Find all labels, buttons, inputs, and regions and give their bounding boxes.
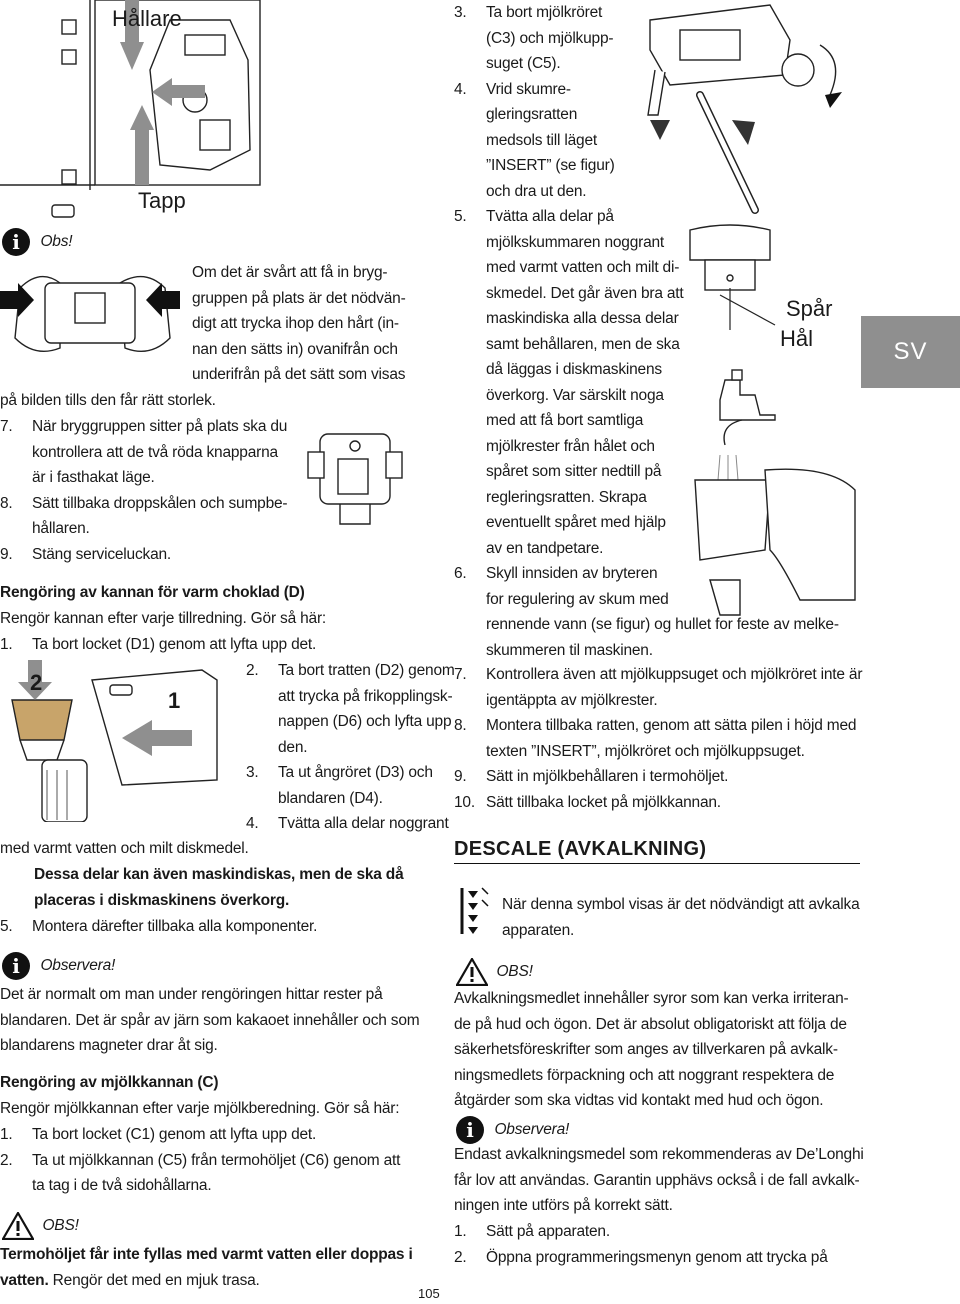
list-item: 2. Öppna programmeringsmenyn genom att trycka på (454, 1248, 828, 1266)
list-item-cont: rennende vann (se figur) og hullet for feste av melke- (486, 616, 839, 633)
obs-title: Obs! (40, 233, 73, 251)
milk-steps (0, 1122, 400, 1199)
text-line: Endast avkalkningsmedel som rekommenderas av De’Longhi (454, 1146, 864, 1163)
list-item-cont: ta tag i de två sidohållarna. (32, 1177, 212, 1194)
list-item: 7. Kontrollera även att mjölkuppsuget och mjölkröret inte är (454, 666, 863, 683)
label-hal: Hål (780, 326, 814, 351)
descale-steps (454, 1219, 828, 1270)
obs-line: underifrån på det sätt som visas (192, 366, 406, 383)
list-item: 2. Ta bort tratten (D2) genom (246, 662, 455, 679)
observera-title-right: Observera! (494, 1121, 570, 1139)
choc-section-title: Rengöring av kannan för varm choklad (D) (0, 584, 305, 601)
list-item-cont: mjölkskummaren noggrant (486, 233, 665, 251)
list-item: 7. När bryggruppen sitter på plats ska du (0, 418, 288, 435)
choc-step4-cont: med varmt vatten och milt diskmedel. (0, 840, 249, 857)
text-line: När denna symbol visas är det nödvändigt att avkalka (502, 896, 860, 913)
page-number: 105 (418, 1286, 440, 1301)
list-item: 9. Stäng serviceluckan. (0, 545, 172, 563)
list-item-cont: texten ”INSERT”, mjölkröret och mjölkuppsuget. (486, 742, 805, 760)
list-item-cont: spåret som sitter nedtill på (486, 463, 662, 480)
list-item: 6. Skyll innsiden av bryteren (454, 565, 658, 582)
choc-step-1: 1. Ta bort locket (D1) genom att lyfta upp det. (0, 636, 317, 653)
list-item: 9. Sätt in mjölkbehållaren i termohöljet. (454, 768, 729, 785)
list-item: 3. Ta ut ångröret (D3) och (246, 764, 433, 781)
obs-warning-header-right (456, 958, 533, 986)
bold-word: vatten. (0, 1271, 49, 1289)
list-item-cont: suget (C5). (486, 55, 561, 72)
bold-line: Termohöljet får inte fyllas med varmt vatten eller doppas i (0, 1246, 413, 1263)
list-item: 2. Ta ut mjölkkannan (C5) från termohöljet (C6) genom att (0, 1151, 401, 1169)
list-item-cont: skmedel. Det går även bra att (486, 284, 684, 302)
choc-bold-note (34, 862, 404, 913)
text-line: säkerhetsföreskrifter som anges av tillverkaren på avkalk- (454, 1041, 838, 1058)
text-line: apparaten. (502, 921, 575, 939)
observera-header-right (456, 1116, 569, 1144)
obs-line: gruppen på plats är det nödvän- (192, 289, 406, 307)
list-item: 10. Sätt tillbaka locket på mjölkkannan. (454, 793, 721, 811)
choc-steps-right (246, 658, 455, 837)
text-line: åtgärder som ska vidtas vid kontakt med hud och ögon. (454, 1092, 824, 1109)
observera-text-right (454, 1142, 864, 1219)
text-line: de på hud och ögon. Det är absolut obligatoriskt att följa de (454, 1015, 847, 1033)
list-item-cont: överkorg. Var särskilt noga (486, 386, 664, 404)
list-item: 1. Ta bort locket (C1) genom att lyfta upp det. (0, 1126, 317, 1143)
list-item: 5. Tvätta alla delar på (454, 208, 614, 225)
obs-text-right (454, 986, 849, 1114)
text-line: blandaren. Det är spår av järn som kakaoet innehåller och som (0, 1011, 420, 1029)
list-item-cont: maskindiska alla dessa delar (486, 310, 679, 327)
list-item-cont: med att få bort samtliga (486, 412, 644, 429)
list-item-cont: hållaren. (32, 520, 90, 537)
info-icon: i (2, 952, 30, 980)
text-line: Avkalkningsmedlet innehåller syror som kan verka irriteran- (454, 990, 849, 1007)
obs-line-last: på bilden tills den får rätt storlek. (0, 392, 216, 409)
list-item-cont: och dra ut den. (486, 182, 587, 200)
list-item: 8. Sätt tillbaka droppskålen och sumpbe- (0, 494, 288, 512)
red-buttons-illustration (300, 424, 410, 534)
observera-text-left (0, 982, 419, 1059)
label-spar: Spår (786, 296, 833, 321)
list-item-cont: samt behållaren, men de ska (486, 335, 680, 353)
list-item-cont: skummeren til maskinen. (486, 641, 653, 659)
text-line: blandarens magneter drar åt sig. (0, 1037, 218, 1054)
list-item-cont: att trycka på frikopplingsk- (278, 687, 453, 705)
list-item-cont: den. (278, 738, 308, 756)
descale-symbol-icon (460, 886, 490, 936)
list-item-cont: for regulering av skum med (486, 590, 669, 608)
list-item: 3. Ta bort mjölkröret (454, 4, 603, 21)
warning-icon (456, 958, 488, 986)
descale-heading: DESCALE (AVKALKNING) (454, 838, 860, 864)
steps-7-9 (0, 414, 287, 567)
right-steps-3-4 (454, 0, 615, 204)
obs-text (192, 260, 406, 388)
list-item-cont: av en tandpetare. (486, 539, 604, 557)
list-item-cont: (C3) och mjölkupp- (486, 29, 614, 47)
fig-label-1: 1 (168, 688, 181, 713)
info-icon: i (2, 228, 30, 256)
list-item-cont: då läggas i diskmaskinens (486, 361, 662, 378)
list-item-cont: medsols till läget (486, 131, 597, 149)
text-line: ningsmedlets förpackning och att noggrant respektera de (454, 1066, 835, 1084)
label-tapp: Tapp (138, 188, 186, 213)
list-item-cont: eventuellt spåret med hjälp (486, 514, 666, 531)
milk-section-title: Rengöring av mjölkkannan (C) (0, 1074, 219, 1091)
list-item-cont: regleringsratten. Skrapa (486, 488, 647, 506)
bold-line: placeras i diskmaskinens överkorg. (34, 891, 290, 909)
list-item-cont: gleringsratten (486, 106, 578, 123)
observera-header-left (2, 952, 115, 980)
list-item-cont: nappen (D6) och lyfta upp (278, 713, 452, 730)
obs-warning-title: OBS! (42, 1217, 79, 1235)
milk-intro: Rengör mjölkkannan efter varje mjölkberedning. Gör så här: (0, 1100, 400, 1117)
choc-step-5: 5. Montera därefter tillbaka alla komponenter. (0, 918, 318, 935)
list-item: 8. Montera tillbaka ratten, genom att sätta pilen i höjd med (454, 717, 857, 734)
list-item-cont: blandaren (D4). (278, 789, 383, 807)
info-icon: i (456, 1116, 484, 1144)
fig-label-2: 2 (30, 670, 43, 695)
list-item-cont: är i fasthakat läge. (32, 469, 155, 486)
text-line: får lov att användas. Garantin upphävs också i de fall avkalk- (454, 1171, 860, 1189)
list-item-cont: ”INSERT” (se figur) (486, 157, 615, 174)
text-line: Det är normalt om man under rengöringen hittar rester på (0, 986, 383, 1003)
right-steps-7-10 (454, 662, 862, 815)
obs-line: digt att trycka ihop den hårt (in- (192, 315, 399, 332)
text-rest: Rengör det med en mjuk trasa. (48, 1271, 260, 1289)
obs-title-right: OBS! (496, 963, 533, 981)
obs-line: nan den sätts in) ovanifrån och (192, 340, 398, 358)
obs-note-header (2, 228, 72, 256)
list-item: 1. Sätt på apparaten. (454, 1223, 610, 1240)
knob-rinsing-illustration (680, 220, 860, 620)
obs-warning-text (0, 1242, 413, 1293)
frother-disassembly-illustration (620, 0, 860, 220)
warning-icon (2, 1212, 34, 1240)
obs-line: Om det är svårt att få in bryg- (192, 264, 388, 281)
list-item-cont: igentäppta av mjölkrester. (486, 691, 658, 709)
descale-symbol-text (502, 892, 860, 943)
choc-intro: Rengör kannan efter varje tillredning. Gör så här: (0, 610, 327, 627)
list-item-cont: mjölkrester från hålet och (486, 437, 655, 455)
list-item: 4. Tvätta alla delar noggrant (246, 815, 449, 832)
list-item-cont: kontrollera att de två röda knapparna (32, 443, 278, 461)
language-tab: SV (861, 316, 960, 388)
label-hallare: Hållare (112, 6, 182, 31)
bold-line: Dessa delar kan även maskindiskas, men de ska då (34, 866, 404, 883)
observera-title: Observera! (40, 957, 116, 975)
list-item: 4. Vrid skumre- (454, 80, 571, 98)
list-item-cont: med varmt vatten och milt di- (486, 259, 680, 276)
text-line: ningen inte utförs på korrekt sätt. (454, 1197, 673, 1214)
obs-warning-header (2, 1212, 79, 1240)
hands-squeeze-illustration (0, 258, 180, 368)
